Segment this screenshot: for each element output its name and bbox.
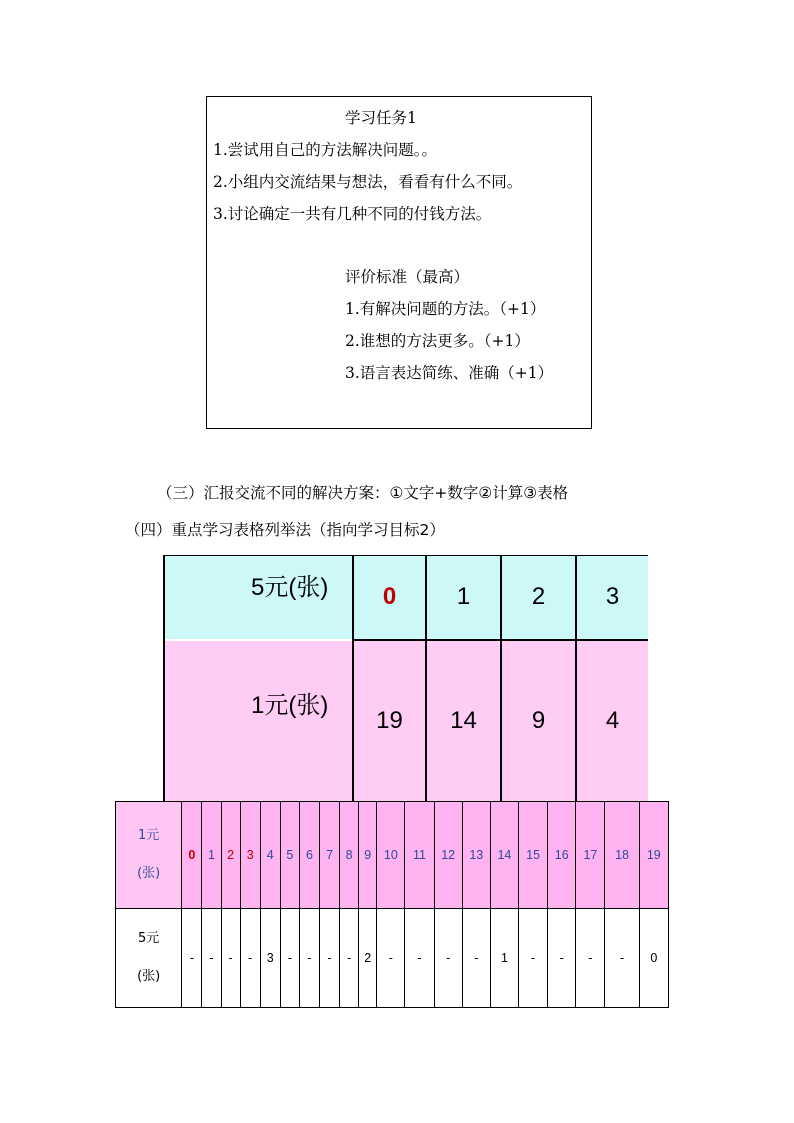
criteria-title: 评价标准（最高） (345, 268, 470, 286)
table-cell: 0 (639, 909, 668, 1008)
table-cell: 6 (299, 802, 319, 909)
task-item-1: 1.尝试用自己的方法解决问题。。 (213, 141, 438, 159)
table-cell: - (340, 909, 359, 1008)
table-cell: - (182, 909, 202, 1008)
grid-line (500, 555, 502, 801)
row2-label-top: 5元 (138, 931, 160, 946)
grid-line (425, 555, 427, 801)
table-cell: 10 (377, 802, 405, 909)
table-cell: - (240, 909, 260, 1008)
table-cell: 15 (519, 802, 548, 909)
table-cell: 1 (202, 802, 221, 909)
row2-label-bottom: (张) (137, 969, 161, 984)
table-cell: - (377, 909, 405, 1008)
table-cell: - (280, 909, 299, 1008)
table-cell: - (434, 909, 462, 1008)
table-cell: 14 (490, 802, 518, 909)
table-cell: 9 (359, 802, 377, 909)
table-cell: - (405, 909, 434, 1008)
table-cell: 8 (340, 802, 359, 909)
table-cell: - (519, 909, 548, 1008)
section-4-heading: （四）重点学习表格列举法（指向学习目标2） (125, 521, 445, 539)
table-cell: 3 (240, 802, 260, 909)
big-row2-cell: 19 (354, 641, 425, 801)
table-cell: - (221, 909, 240, 1008)
table-row (116, 909, 669, 1008)
big-row1-cell: 0 (354, 555, 425, 639)
criteria-item-3: 3.语言表达简练、准确（+1） (345, 364, 554, 382)
table-cell: - (548, 909, 576, 1008)
table-cell: - (320, 909, 340, 1008)
big-row2-cell: 14 (427, 641, 500, 801)
grid-line (163, 555, 165, 801)
table-cell: 0 (182, 802, 202, 909)
big-row2-cell: 9 (502, 641, 575, 801)
table-cell: 3 (260, 909, 280, 1008)
table-cell: - (576, 909, 605, 1008)
row1-label-bottom: (张) (137, 866, 161, 881)
row1-label-top: 1元 (138, 828, 160, 843)
table-cell: 16 (548, 802, 576, 909)
big-row2-label: 1元(张) (163, 641, 352, 801)
big-row1-cell: 2 (502, 555, 575, 639)
task-item-3: 3.讨论确定一共有几种不同的付钱方法。 (213, 205, 492, 223)
big-row2-cell: 4 (577, 641, 648, 801)
table-cell: 2 (221, 802, 240, 909)
task-item-2: 2.小组内交流结果与想法，看看有什么不同。 (213, 173, 523, 191)
big-row1-cell: 3 (577, 555, 648, 639)
criteria-item-2: 2.谁想的方法更多。（+1） (345, 332, 530, 350)
small-table (115, 801, 669, 1008)
table-cell: - (202, 909, 221, 1008)
grid-line (352, 639, 648, 641)
grid-line (352, 555, 354, 801)
table-cell: 13 (462, 802, 490, 909)
grid-line (163, 555, 648, 556)
row1-label (116, 802, 182, 909)
table-cell: 5 (280, 802, 299, 909)
table-row (116, 802, 669, 909)
table-cell: 12 (434, 802, 462, 909)
table-cell: - (462, 909, 490, 1008)
table-cell: 18 (605, 802, 639, 909)
table-cell: - (605, 909, 639, 1008)
grid-line (575, 555, 577, 801)
table-cell: 7 (320, 802, 340, 909)
table-cell: - (299, 909, 319, 1008)
table-cell: 4 (260, 802, 280, 909)
table-cell: 11 (405, 802, 434, 909)
task-title: 学习任务1 (345, 109, 417, 127)
table-cell: 19 (639, 802, 668, 909)
row2-label (116, 909, 182, 1008)
big-row1-cell: 1 (427, 555, 500, 639)
table-cell: 17 (576, 802, 605, 909)
table-cell: 1 (490, 909, 518, 1008)
table-cell: 2 (359, 909, 377, 1008)
criteria-item-1: 1.有解决问题的方法。（+1） (345, 300, 546, 318)
task-box (206, 96, 592, 429)
section-3-heading: （三）汇报交流不同的解决方案：①文字+数字②计算③表格 (157, 484, 569, 502)
big-row1-label: 5元(张) (163, 555, 352, 639)
